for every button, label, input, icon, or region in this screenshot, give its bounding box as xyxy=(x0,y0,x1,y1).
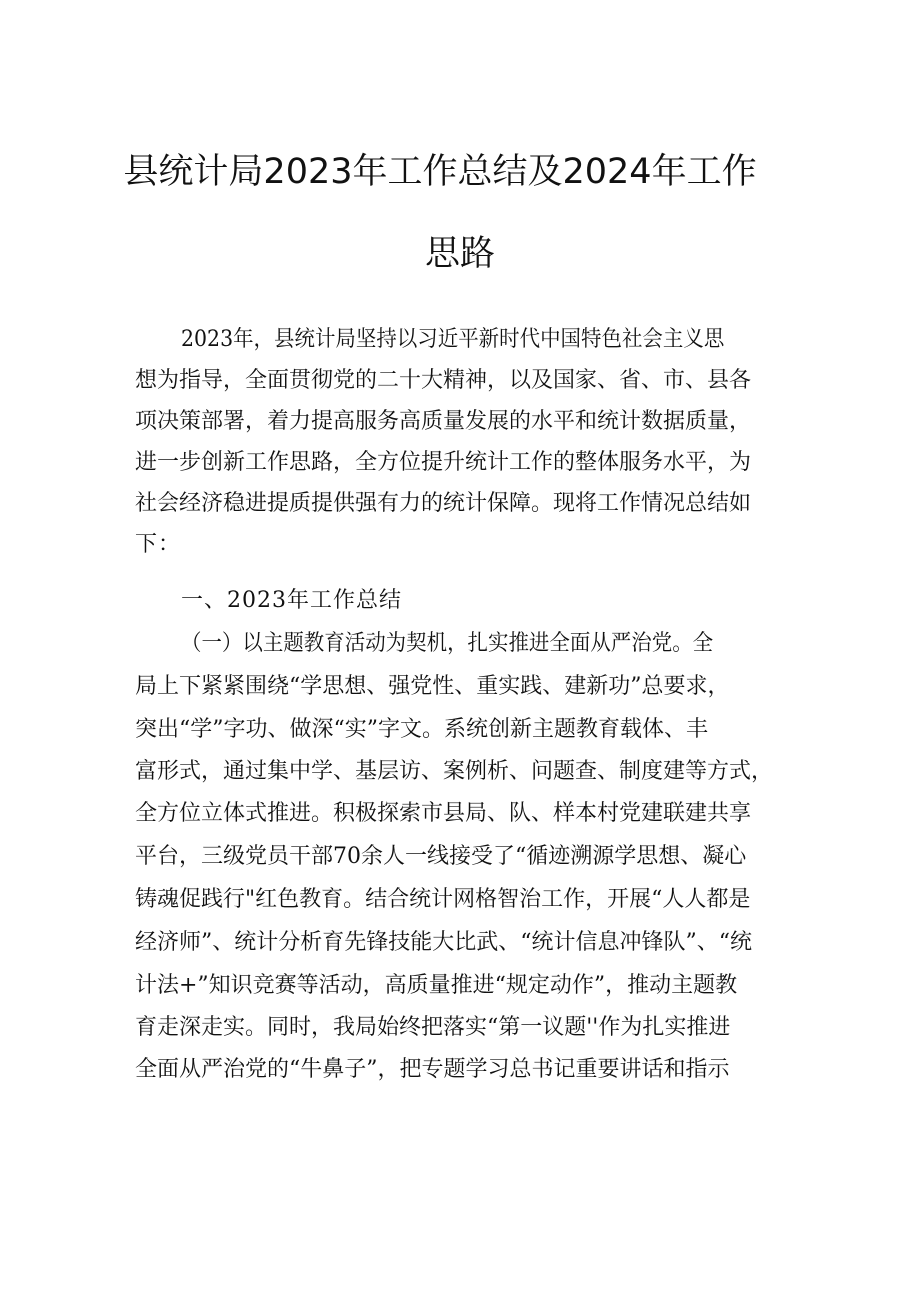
body-line: 想为指导，全面贯彻党的二十大精神，以及国家、省、市、县各 xyxy=(135,368,752,393)
document-title-line-1: 县统计局2023年工作总结及2024年工作 xyxy=(123,152,757,192)
body-line: 局上下紧紧围绕“学思想、强党性、重实践、建新功”总要求， xyxy=(135,674,730,699)
body-line: 突出“学”字功、做深“实”字文。系统创新主题教育载体、丰 xyxy=(135,717,708,742)
body-line: 富形式，通过集中学、基层访、案例析、问题查、制度建等方式， xyxy=(135,759,774,784)
section-heading: 一、2023年工作总结 xyxy=(181,588,402,613)
body-line: 社会经济稳进提质提供强有力的统计保障。现将工作情况总结如 xyxy=(135,491,752,516)
body-line: 经济师”、统计分析育先锋技能大比武、“统计信息冲锋队”、“统 xyxy=(135,930,752,955)
body-line: 平台，三级党员干部70余人一线接受了“循迹溯源学思想、凝心 xyxy=(135,844,747,869)
document-title-line-2: 思路 xyxy=(424,234,495,274)
body-line: 进一步创新工作思路，全方位提升统计工作的整体服务水平，为 xyxy=(135,450,752,475)
body-line: 2023年，县统计局坚持以习近平新时代中国特色社会主义思 xyxy=(181,327,725,352)
body-line: 全方位立体式推进。积极探索市县局、队、样本村党建联建共享 xyxy=(135,801,752,826)
body-line: 计法+”知识竞赛等活动，高质量推进“规定动作”，推动主题教 xyxy=(135,973,738,998)
body-line: 全面从严治党的“牛鼻子”，把专题学习总书记重要讲话和指示 xyxy=(135,1057,730,1082)
subsection-heading: （一）以主题教育活动为契机，扎实推进全面从严治党。全 xyxy=(181,631,714,656)
body-line: 项决策部署，着力提高服务高质量发展的水平和统计数据质量， xyxy=(135,409,752,434)
body-line: 下： xyxy=(135,532,182,557)
body-line: 铸魂促践行"红色教育。结合统计网格智治工作，开展“人人都是 xyxy=(135,887,751,912)
body-line: 育走深走实。同时，我局始终把落实“第一议题''作为扎实推进 xyxy=(135,1015,731,1040)
